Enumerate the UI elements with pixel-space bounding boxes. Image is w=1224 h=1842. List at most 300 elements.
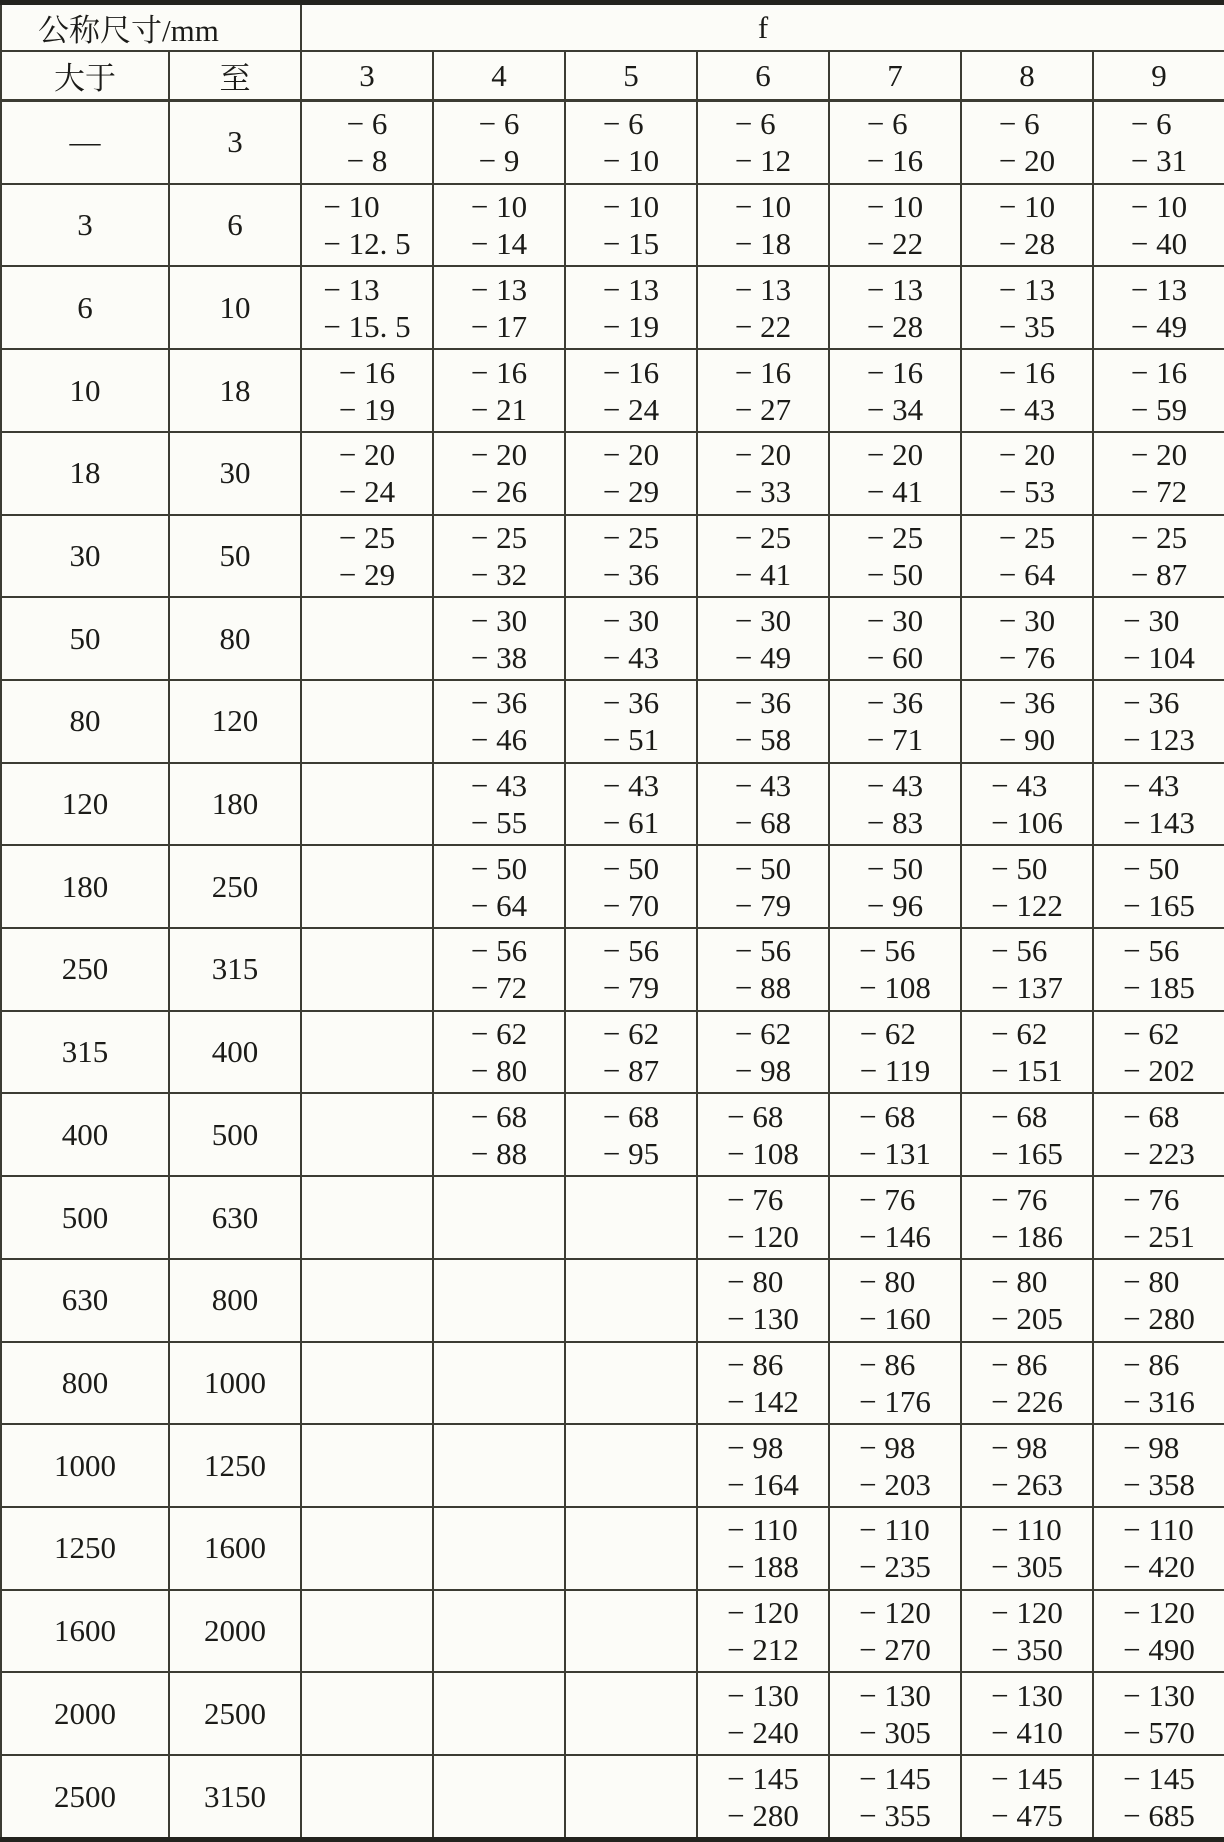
lower-deviation: − 79	[734, 887, 792, 923]
over-value: 2500	[1, 1755, 169, 1839]
upper-deviation: − 56	[602, 933, 660, 969]
tolerance-cell	[301, 515, 433, 598]
tolerance-cell	[829, 1590, 961, 1673]
deviation-pair	[999, 436, 1055, 510]
upper-deviation: − 145	[859, 1760, 931, 1796]
tolerance-cell	[301, 432, 433, 515]
over-value: 1250	[1, 1507, 169, 1590]
deviation-pair	[867, 188, 923, 262]
upper-deviation: − 76	[991, 1181, 1048, 1217]
deviation-pair	[991, 1677, 1063, 1751]
deviation-pair	[991, 1594, 1063, 1668]
deviation-pair	[339, 436, 395, 510]
deviation-pair	[603, 850, 659, 924]
upper-deviation: − 110	[859, 1512, 930, 1548]
to-value: 120	[169, 680, 301, 763]
tolerance-cell	[433, 1342, 565, 1425]
tolerance-cell	[961, 1259, 1093, 1342]
tolerance-cell	[301, 763, 433, 846]
tolerance-cell	[565, 1259, 697, 1342]
lower-deviation: − 355	[859, 1797, 931, 1833]
to-value: 1250	[169, 1424, 301, 1507]
lower-deviation: − 420	[1123, 1549, 1195, 1585]
tolerance-cell	[301, 184, 433, 267]
deviation-pair	[735, 271, 791, 345]
lower-deviation: − 108	[859, 970, 931, 1006]
deviation-pair	[471, 1098, 527, 1172]
upper-deviation: − 110	[991, 1512, 1062, 1548]
lower-deviation: − 104	[1123, 639, 1195, 675]
deviation-pair	[859, 932, 931, 1006]
lower-deviation: − 22	[866, 226, 924, 262]
deviation-pair	[471, 519, 527, 593]
upper-deviation: − 80	[991, 1264, 1048, 1300]
lower-deviation: − 165	[991, 1135, 1063, 1171]
lower-deviation: − 226	[991, 1383, 1063, 1419]
upper-deviation: − 16	[998, 354, 1056, 390]
tolerance-cell	[961, 1424, 1093, 1507]
deviation-pair	[999, 188, 1055, 262]
over-value: 18	[1, 432, 169, 515]
deviation-pair	[471, 602, 527, 676]
lower-deviation: − 22	[734, 308, 792, 344]
upper-deviation: − 16	[866, 354, 924, 390]
upper-deviation: − 120	[1123, 1595, 1195, 1631]
upper-deviation: − 13	[734, 271, 792, 307]
tolerance-cell	[301, 1507, 433, 1590]
upper-deviation: − 30	[866, 602, 924, 638]
tolerance-cell	[565, 1507, 697, 1590]
upper-deviation: − 43	[602, 768, 660, 804]
upper-deviation: − 6	[734, 106, 776, 142]
lower-deviation: − 10	[602, 143, 660, 179]
tolerance-cell	[697, 763, 829, 846]
deviation-pair	[471, 767, 527, 841]
over-value: 120	[1, 763, 169, 846]
to-column-header: 至	[169, 51, 301, 101]
tolerance-cell	[1093, 1011, 1224, 1094]
tolerance-cell	[829, 184, 961, 267]
upper-deviation: − 25	[734, 519, 792, 555]
deviation-pair	[1131, 436, 1187, 510]
deviation-pair	[735, 1015, 791, 1089]
deviation-pair	[735, 188, 791, 262]
over-value: 50	[1, 597, 169, 680]
upper-deviation: − 30	[470, 602, 528, 638]
deviation-pair	[1123, 1181, 1195, 1255]
tolerance-cell	[697, 432, 829, 515]
upper-deviation: − 98	[727, 1429, 784, 1465]
to-value: 250	[169, 845, 301, 928]
tolerance-cell	[697, 1755, 829, 1839]
tolerance-cell	[565, 1093, 697, 1176]
lower-deviation: − 28	[998, 226, 1056, 262]
deviation-pair	[735, 684, 791, 758]
deviation-pair	[603, 684, 659, 758]
deviation-pair	[1123, 1677, 1195, 1751]
upper-deviation: − 110	[727, 1512, 798, 1548]
deviation-pair	[991, 850, 1063, 924]
over-value: —	[1, 101, 169, 184]
deviation-pair	[735, 602, 791, 676]
lower-deviation: − 16	[866, 143, 924, 179]
upper-deviation: − 86	[1123, 1346, 1180, 1382]
tolerance-cell	[697, 1011, 829, 1094]
upper-deviation: − 10	[1130, 189, 1188, 225]
lower-deviation: − 17	[470, 308, 528, 344]
deviation-pair	[735, 105, 791, 179]
lower-deviation: − 19	[338, 391, 396, 427]
upper-deviation: − 62	[859, 1016, 916, 1052]
tolerance-cell	[961, 1672, 1093, 1755]
lower-deviation: − 251	[1123, 1218, 1195, 1254]
to-value: 2000	[169, 1590, 301, 1673]
upper-deviation: − 50	[866, 850, 924, 886]
tolerance-cell	[1093, 266, 1224, 349]
deviation-pair	[867, 271, 923, 345]
tolerance-cell	[433, 432, 565, 515]
tolerance-cell	[697, 101, 829, 184]
upper-deviation: − 50	[470, 850, 528, 886]
to-value: 500	[169, 1093, 301, 1176]
over-value: 250	[1, 928, 169, 1011]
lower-deviation: − 235	[859, 1549, 931, 1585]
tolerance-cell	[301, 1176, 433, 1259]
f-grade-header: f	[301, 3, 1224, 52]
deviation-pair	[999, 105, 1055, 179]
tolerance-cell	[961, 928, 1093, 1011]
upper-deviation: − 16	[734, 354, 792, 390]
table-row	[1, 1424, 1224, 1507]
deviation-pair	[859, 1429, 931, 1503]
to-value: 50	[169, 515, 301, 598]
over-value: 3	[1, 184, 169, 267]
to-value: 3150	[169, 1755, 301, 1839]
tolerance-cell	[829, 1507, 961, 1590]
tolerance-cell	[829, 1259, 961, 1342]
lower-deviation: − 14	[470, 226, 528, 262]
deviation-pair	[479, 105, 520, 179]
to-value: 400	[169, 1011, 301, 1094]
tolerance-cell	[829, 101, 961, 184]
upper-deviation: − 43	[1123, 768, 1180, 804]
tolerance-cell	[433, 1093, 565, 1176]
tolerance-cell	[565, 184, 697, 267]
lower-deviation: − 98	[734, 1053, 792, 1089]
lower-deviation: − 358	[1123, 1466, 1195, 1502]
lower-deviation: − 223	[1123, 1135, 1195, 1171]
deviation-pair	[1131, 271, 1187, 345]
tolerance-cell	[433, 101, 565, 184]
tolerance-cell	[565, 1342, 697, 1425]
deviation-pair	[471, 932, 527, 1006]
upper-deviation: − 68	[602, 1098, 660, 1134]
upper-deviation: − 6	[866, 106, 908, 142]
lower-deviation: − 53	[998, 474, 1056, 510]
lower-deviation: − 106	[991, 805, 1063, 841]
tolerance-cell	[1093, 845, 1224, 928]
table-row	[1, 432, 1224, 515]
deviation-pair	[735, 850, 791, 924]
to-value: 800	[169, 1259, 301, 1342]
lower-deviation: − 185	[1123, 970, 1195, 1006]
lower-deviation: − 60	[866, 639, 924, 675]
upper-deviation: − 62	[1123, 1016, 1180, 1052]
to-value: 315	[169, 928, 301, 1011]
deviation-pair	[1123, 684, 1195, 758]
upper-deviation: − 36	[998, 685, 1056, 721]
lower-deviation: − 188	[727, 1549, 799, 1585]
tolerance-cell	[565, 680, 697, 763]
deviation-pair	[999, 271, 1055, 345]
tolerance-cell	[697, 349, 829, 432]
table-row	[1, 597, 1224, 680]
upper-deviation: − 120	[991, 1595, 1063, 1631]
tolerance-cell	[433, 1259, 565, 1342]
tolerance-cell	[697, 515, 829, 598]
upper-deviation: − 43	[866, 768, 924, 804]
lower-deviation: − 475	[991, 1797, 1063, 1833]
tolerance-cell	[697, 184, 829, 267]
tolerance-cell	[301, 1259, 433, 1342]
deviation-pair	[727, 1346, 799, 1420]
deviation-pair	[859, 1098, 931, 1172]
deviation-pair	[603, 932, 659, 1006]
upper-deviation: − 10	[470, 189, 528, 225]
lower-deviation: − 29	[602, 474, 660, 510]
upper-deviation: − 20	[338, 437, 396, 473]
tolerance-cell	[433, 680, 565, 763]
over-value: 500	[1, 1176, 169, 1259]
deviation-pair	[859, 1677, 931, 1751]
tolerance-cell	[697, 1176, 829, 1259]
upper-deviation: − 25	[338, 519, 396, 555]
deviation-pair	[603, 602, 659, 676]
tolerance-cell	[1093, 597, 1224, 680]
lower-deviation: − 165	[1123, 887, 1195, 923]
upper-deviation: − 50	[1123, 850, 1180, 886]
tolerance-cell	[1093, 1342, 1224, 1425]
deviation-pair	[1123, 1760, 1195, 1834]
upper-deviation: − 62	[602, 1016, 660, 1052]
grade-column-header: 6	[697, 51, 829, 101]
lower-deviation: − 123	[1123, 722, 1195, 758]
grade-column-header: 3	[301, 51, 433, 101]
table-row	[1, 1672, 1224, 1755]
table-row	[1, 266, 1224, 349]
lower-deviation: − 50	[866, 556, 924, 592]
lower-deviation: − 18	[734, 226, 792, 262]
table-row	[1, 928, 1224, 1011]
tolerance-cell	[829, 845, 961, 928]
deviation-pair	[471, 436, 527, 510]
lower-deviation: − 202	[1123, 1053, 1195, 1089]
table-row	[1, 763, 1224, 846]
tolerance-cell	[961, 515, 1093, 598]
upper-deviation: − 20	[998, 437, 1056, 473]
lower-deviation: − 20	[998, 143, 1056, 179]
upper-deviation: − 25	[866, 519, 924, 555]
tolerance-cell	[961, 1755, 1093, 1839]
lower-deviation: − 79	[602, 970, 660, 1006]
tolerance-cell	[565, 1424, 697, 1507]
deviation-pair	[991, 1511, 1063, 1585]
deviation-pair	[323, 188, 410, 262]
deviation-pair	[471, 188, 527, 262]
deviation-pair	[867, 436, 923, 510]
tolerance-cell	[565, 763, 697, 846]
upper-deviation: − 30	[734, 602, 792, 638]
tolerance-cell	[697, 1093, 829, 1176]
to-value: 180	[169, 763, 301, 846]
deviation-pair	[1123, 1594, 1195, 1668]
lower-deviation: − 49	[1130, 308, 1188, 344]
tolerance-cell	[961, 1176, 1093, 1259]
lower-deviation: − 570	[1123, 1714, 1195, 1750]
upper-deviation: − 56	[1123, 933, 1180, 969]
grade-column-header: 7	[829, 51, 961, 101]
tolerance-cell	[1093, 432, 1224, 515]
tolerance-cell	[697, 266, 829, 349]
lower-deviation: − 108	[727, 1135, 799, 1171]
lower-deviation: − 305	[859, 1714, 931, 1750]
over-value: 1600	[1, 1590, 169, 1673]
over-value: 400	[1, 1093, 169, 1176]
deviation-pair	[867, 850, 923, 924]
lower-deviation: − 151	[991, 1053, 1063, 1089]
upper-deviation: − 110	[1123, 1512, 1194, 1548]
tolerance-cell	[565, 432, 697, 515]
lower-deviation: − 205	[991, 1301, 1063, 1337]
upper-deviation: − 20	[734, 437, 792, 473]
upper-deviation: − 80	[859, 1264, 916, 1300]
lower-deviation: − 68	[734, 805, 792, 841]
over-value: 6	[1, 266, 169, 349]
deviation-pair	[727, 1511, 799, 1585]
deviation-pair	[1123, 1263, 1195, 1337]
lower-deviation: − 8	[346, 143, 388, 179]
lower-deviation: − 70	[602, 887, 660, 923]
lower-deviation: − 410	[991, 1714, 1063, 1750]
to-value: 10	[169, 266, 301, 349]
tolerance-cell	[301, 1424, 433, 1507]
grade-column-header: 5	[565, 51, 697, 101]
tolerance-cell	[433, 515, 565, 598]
upper-deviation: − 62	[734, 1016, 792, 1052]
tolerance-cell	[961, 845, 1093, 928]
upper-deviation: − 98	[859, 1429, 916, 1465]
tolerance-cell	[565, 515, 697, 598]
deviation-pair	[1131, 188, 1187, 262]
lower-deviation: − 142	[727, 1383, 799, 1419]
over-value: 10	[1, 349, 169, 432]
lower-deviation: − 96	[866, 887, 924, 923]
tolerance-cell	[1093, 680, 1224, 763]
tolerance-cell	[301, 597, 433, 680]
lower-deviation: − 21	[470, 391, 528, 427]
deviation-pair	[1123, 767, 1195, 841]
upper-deviation: − 36	[470, 685, 528, 721]
upper-deviation: − 10	[734, 189, 792, 225]
table-body	[1, 101, 1224, 1840]
upper-deviation: − 130	[991, 1677, 1063, 1713]
tolerance-cell	[697, 845, 829, 928]
deviation-pair	[727, 1760, 799, 1834]
deviation-pair	[735, 519, 791, 593]
deviation-pair	[1123, 1511, 1195, 1585]
lower-deviation: − 71	[866, 722, 924, 758]
tolerance-cell	[961, 432, 1093, 515]
deviation-pair	[735, 436, 791, 510]
tolerance-cell	[961, 266, 1093, 349]
tolerance-cell	[301, 1093, 433, 1176]
over-value: 80	[1, 680, 169, 763]
upper-deviation: − 6	[998, 106, 1040, 142]
tolerance-cell	[1093, 101, 1224, 184]
lower-deviation: − 88	[734, 970, 792, 1006]
tolerance-cell	[433, 1176, 565, 1259]
upper-deviation: − 30	[602, 602, 660, 638]
tolerance-cell	[433, 1011, 565, 1094]
over-column-header: 大于	[1, 51, 169, 101]
deviation-pair	[727, 1677, 799, 1751]
upper-deviation: − 68	[470, 1098, 528, 1134]
tolerance-cell	[697, 1590, 829, 1673]
lower-deviation: − 38	[470, 639, 528, 675]
deviation-pair	[991, 767, 1063, 841]
lower-deviation: − 59	[1130, 391, 1188, 427]
tolerance-cell	[1093, 1590, 1224, 1673]
tolerance-cell	[301, 1755, 433, 1839]
upper-deviation: − 86	[727, 1346, 784, 1382]
upper-deviation: − 13	[323, 271, 380, 307]
deviation-pair	[859, 1511, 931, 1585]
tolerance-cell	[829, 680, 961, 763]
tolerance-cell	[961, 184, 1093, 267]
deviation-pair	[991, 1346, 1063, 1420]
lower-deviation: − 72	[470, 970, 528, 1006]
to-value: 1000	[169, 1342, 301, 1425]
lower-deviation: − 88	[470, 1135, 528, 1171]
upper-deviation: − 76	[727, 1181, 784, 1217]
upper-deviation: − 36	[602, 685, 660, 721]
lower-deviation: − 87	[1130, 556, 1188, 592]
to-value: 30	[169, 432, 301, 515]
lower-deviation: − 9	[478, 143, 520, 179]
upper-deviation: − 20	[866, 437, 924, 473]
tolerance-cell	[565, 1176, 697, 1259]
table-row	[1, 1507, 1224, 1590]
table-row	[1, 1755, 1224, 1839]
to-value: 3	[169, 101, 301, 184]
table-row	[1, 1093, 1224, 1176]
upper-deviation: − 10	[866, 189, 924, 225]
lower-deviation: − 24	[602, 391, 660, 427]
lower-deviation: − 28	[866, 308, 924, 344]
tolerance-cell	[1093, 928, 1224, 1011]
tolerance-cell	[961, 1011, 1093, 1094]
tolerance-cell	[1093, 349, 1224, 432]
lower-deviation: − 41	[734, 556, 792, 592]
lower-deviation: − 15	[602, 226, 660, 262]
deviation-pair	[999, 602, 1055, 676]
upper-deviation: − 13	[998, 271, 1056, 307]
lower-deviation: − 176	[859, 1383, 931, 1419]
upper-deviation: − 6	[602, 106, 644, 142]
table-row	[1, 1011, 1224, 1094]
deviation-pair	[859, 1346, 931, 1420]
upper-deviation: − 10	[602, 189, 660, 225]
